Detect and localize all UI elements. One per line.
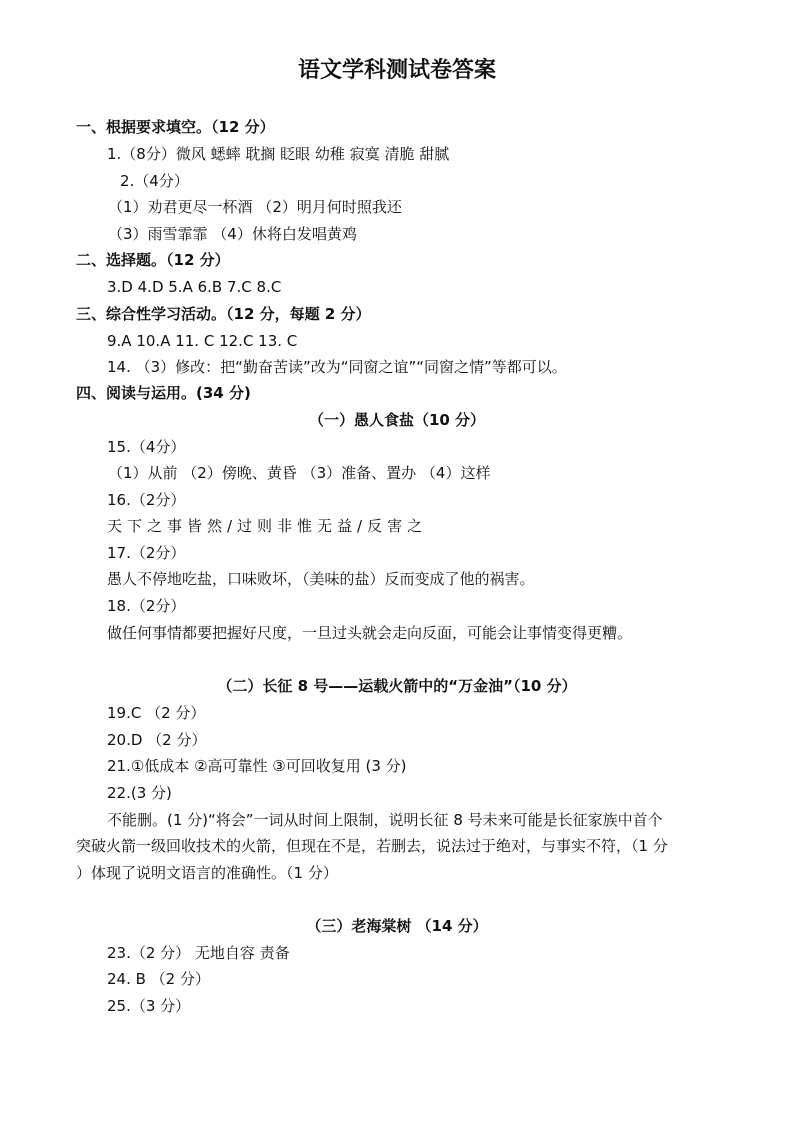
answer-line-2b: （3）雨雪霏霏 （4）休将白发唱黄鸡 xyxy=(108,225,357,243)
answer-line-18a: 做任何事情都要把握好尺度，一旦过头就会走向反面，可能会让事情变得更糟。 xyxy=(107,624,633,642)
answer-line-19: 19.C （2 分） xyxy=(107,704,206,722)
answer-line-22: 22.(3 分) xyxy=(107,784,172,802)
passage-heading-3: （三）老海棠树 （14 分） xyxy=(306,917,488,935)
answer-line-1: 1.（8分）微风 蟋蟀 耽搁 眨眼 幼稚 寂寞 清脆 甜腻 xyxy=(107,145,450,163)
answer-line-2a: （1）劝君更尽一杯酒 （2）明月何时照我还 xyxy=(108,198,402,216)
section-heading-3: 三、综合性学习活动。（12 分，每题 2 分） xyxy=(76,305,371,323)
answer-line-18: 18.（2分） xyxy=(107,597,186,615)
answer-line-22a: 不能删。(1 分)“将会”一词从时间上限制，说明长征 8 号未来可能是长征家族中首个 xyxy=(107,811,663,829)
section-heading-4: 四、阅读与运用。(34 分) xyxy=(76,384,251,402)
answer-line-9: 9.A 10.A 11. C 12.C 13. C xyxy=(107,332,298,350)
answer-line-21: 21.①低成本 ②高可靠性 ③可回收复用 (3 分) xyxy=(107,757,407,775)
section-heading-2: 二、选择题。（12 分） xyxy=(76,251,230,269)
answer-line-15: 15.（4分） xyxy=(107,438,186,456)
answer-line-23: 23.（2 分） 无地自容 责备 xyxy=(107,944,290,962)
answer-line-16a: 天下之事皆然/过则非惟无益/反害之 xyxy=(107,517,428,535)
passage-heading-2: （二）长征 8 号——运载火箭中的“万金油”（10 分） xyxy=(217,677,577,695)
answer-line-22c: ）体现了说明文语言的准确性。（1 分） xyxy=(76,864,338,882)
answer-line-3: 3.D 4.D 5.A 6.B 7.C 8.C xyxy=(107,278,282,296)
answer-line-25: 25.（3 分） xyxy=(107,997,191,1015)
answer-line-22b: 突破火箭一级回收技术的火箭，但现在不是，若删去，说法过于绝对，与事实不符，（1 分 xyxy=(76,837,668,855)
section-heading-1: 一、根据要求填空。（12 分） xyxy=(76,118,275,136)
answer-line-14: 14. （3）修改：把“勤奋苦读”改为“同窗之谊”“同窗之情”等都可以。 xyxy=(107,358,567,376)
answer-line-17: 17.（2分） xyxy=(107,544,186,562)
answer-line-20: 20.D （2 分） xyxy=(107,731,207,749)
answer-line-24: 24. B （2 分） xyxy=(107,970,210,988)
answer-line-16: 16.（2分） xyxy=(107,491,186,509)
answer-line-15a: （1）从前 （2）傍晚、黄昏 （3）准备、置办 （4）这样 xyxy=(108,464,491,482)
page-title: 语文学科测试卷答案 xyxy=(297,58,496,83)
passage-heading-1: （一）愚人食盐（10 分） xyxy=(308,411,486,429)
answer-line-17a: 愚人不停地吃盐，口味败坏，（美味的盐）反而变成了他的祸害。 xyxy=(107,570,535,588)
answer-line-2: 2.（4分） xyxy=(120,172,189,190)
